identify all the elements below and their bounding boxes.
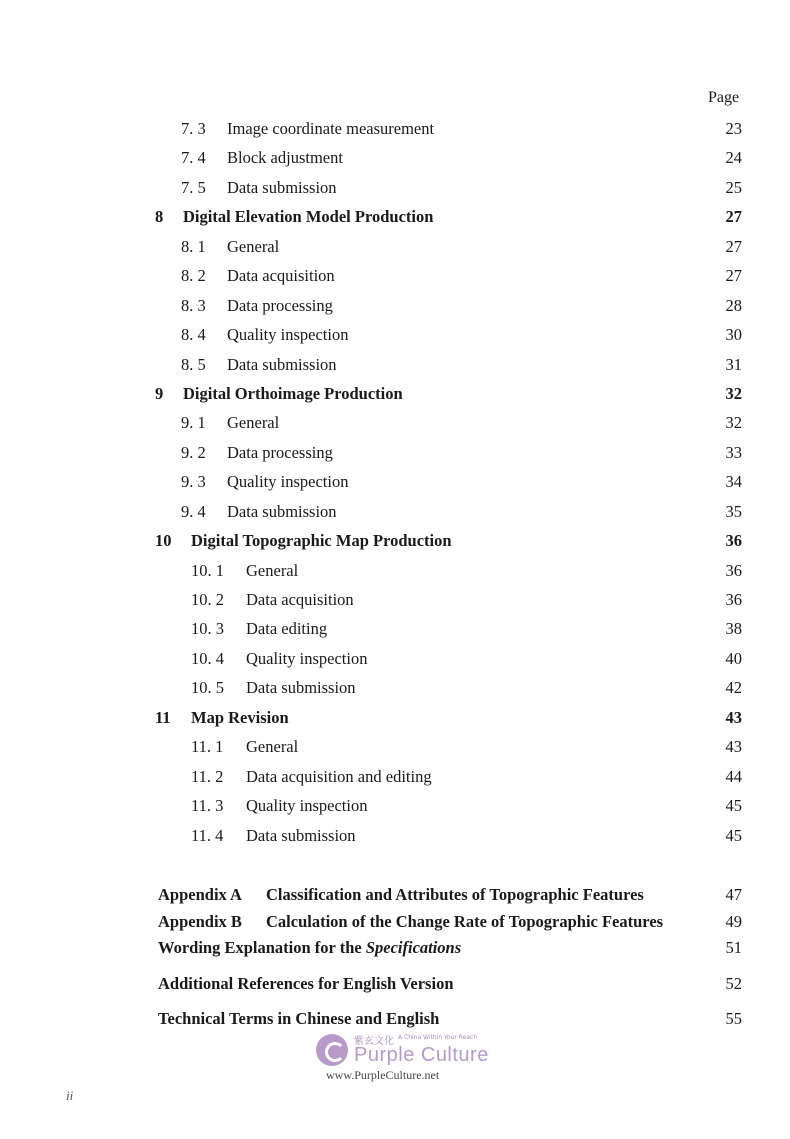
toc-page-number: 34 bbox=[725, 472, 742, 492]
toc-row bbox=[0, 202, 790, 231]
toc-title: Data submission bbox=[227, 501, 337, 521]
toc-row bbox=[0, 350, 790, 379]
toc-row bbox=[0, 408, 790, 437]
toc-title: General bbox=[246, 737, 299, 757]
toc-page-number: 36 bbox=[725, 560, 742, 580]
toc-page-number: 27 bbox=[725, 266, 742, 286]
additional-references-entry bbox=[158, 974, 742, 994]
toc-title: Image coordinate measurement bbox=[227, 119, 435, 138]
toc-title: Data submission bbox=[227, 177, 337, 197]
wording-explanation-title: Wording Explanation for the bbox=[158, 938, 366, 957]
toc-number: 8. 4 bbox=[181, 325, 206, 345]
additional-references-page: 52 bbox=[725, 974, 742, 993]
toc-number: 9. 4 bbox=[181, 501, 206, 521]
toc-number: 11. 1 bbox=[191, 737, 224, 757]
toc-page-number: 31 bbox=[725, 354, 742, 374]
toc-number: 8 bbox=[155, 207, 164, 227]
toc-row bbox=[0, 585, 790, 614]
table-of-contents bbox=[0, 114, 790, 850]
toc-page-number: 32 bbox=[725, 413, 742, 433]
toc-number: 10. 5 bbox=[191, 678, 224, 698]
toc-page-number: 23 bbox=[725, 119, 742, 138]
toc-row bbox=[0, 556, 790, 585]
toc-row bbox=[0, 467, 790, 496]
toc-page-number: 45 bbox=[725, 796, 742, 816]
toc-number: 11 bbox=[155, 707, 171, 727]
toc-number: 8. 1 bbox=[181, 236, 206, 256]
appendix-b-title: Calculation of the Change Rate of Topographic Features bbox=[266, 912, 664, 931]
toc-page-number: 38 bbox=[725, 619, 742, 639]
toc-number: 10. 1 bbox=[191, 560, 224, 580]
toc-page-number: 24 bbox=[725, 148, 742, 168]
toc-title: Data submission bbox=[227, 354, 337, 374]
toc-number: 10. 4 bbox=[191, 648, 224, 668]
toc-row bbox=[0, 497, 790, 526]
toc-number: 10. 3 bbox=[191, 619, 224, 639]
toc-row bbox=[0, 791, 790, 820]
toc-title: Quality inspection bbox=[246, 648, 368, 668]
toc-row bbox=[0, 143, 790, 172]
toc-row bbox=[0, 379, 790, 408]
technical-terms-entry bbox=[158, 1009, 742, 1029]
toc-row bbox=[0, 291, 790, 320]
toc-row bbox=[0, 762, 790, 791]
toc-number: 8. 5 bbox=[181, 354, 206, 374]
toc-number: 8. 3 bbox=[181, 295, 206, 315]
toc-page-number: 45 bbox=[725, 825, 742, 845]
toc-title: Quality inspection bbox=[246, 796, 368, 816]
toc-row bbox=[0, 232, 790, 261]
watermark-brand: Purple Culture bbox=[354, 1044, 489, 1066]
toc-number: 7. 4 bbox=[181, 148, 206, 168]
purple-culture-watermark bbox=[316, 1034, 496, 1084]
toc-row bbox=[0, 644, 790, 673]
additional-references-title: Additional References for English Version bbox=[158, 974, 454, 993]
toc-page-number: 25 bbox=[725, 177, 742, 197]
toc-title: Data acquisition and editing bbox=[246, 766, 432, 786]
toc-number: 11. 2 bbox=[191, 766, 224, 786]
toc-title: General bbox=[246, 560, 299, 580]
toc-row bbox=[0, 526, 790, 555]
toc-page-number: 42 bbox=[725, 678, 742, 698]
wording-explanation-entry bbox=[158, 938, 742, 958]
wording-explanation-page: 51 bbox=[725, 938, 742, 957]
toc-row bbox=[0, 438, 790, 467]
toc-number: 9. 3 bbox=[181, 472, 206, 492]
appendix-a-entry bbox=[158, 885, 742, 905]
toc-title: General bbox=[227, 413, 280, 433]
toc-page-number: 36 bbox=[725, 590, 742, 609]
page-column-label: Page bbox=[708, 89, 740, 106]
toc-row bbox=[0, 320, 790, 349]
appendix-a-page: 47 bbox=[725, 885, 742, 904]
toc-title: Digital Elevation Model Production bbox=[183, 207, 434, 227]
wording-explanation-italic: Specifications bbox=[365, 938, 462, 957]
toc-row bbox=[0, 173, 790, 202]
toc-page-number: 44 bbox=[725, 766, 742, 786]
technical-terms-title: Technical Terms in Chinese and English bbox=[158, 1009, 440, 1028]
toc-page-number: 27 bbox=[725, 207, 742, 227]
toc-page-number: 28 bbox=[725, 295, 742, 315]
toc-title: Data submission bbox=[246, 678, 356, 698]
watermark-url: www.PurpleCulture.net bbox=[326, 1068, 440, 1082]
toc-title: Data processing bbox=[227, 442, 333, 462]
toc-number: 7. 3 bbox=[181, 119, 206, 138]
toc-number: 11. 3 bbox=[191, 796, 224, 816]
toc-number: 11. 4 bbox=[191, 825, 224, 845]
toc-number: 7. 5 bbox=[181, 177, 206, 197]
toc-title: Block adjustment bbox=[227, 148, 343, 168]
page-folio: ii bbox=[66, 1088, 74, 1103]
toc-page-number: 27 bbox=[725, 236, 742, 256]
technical-terms-page: 55 bbox=[725, 1009, 742, 1028]
toc-page-number: 30 bbox=[725, 325, 742, 345]
toc-page-number: 43 bbox=[725, 737, 742, 757]
toc-row bbox=[0, 821, 790, 850]
toc-title: Quality inspection bbox=[227, 325, 349, 345]
toc-title: Data processing bbox=[227, 295, 333, 315]
toc-title: Data acquisition bbox=[227, 266, 335, 286]
toc-title: Data editing bbox=[246, 619, 328, 639]
toc-title: Map Revision bbox=[191, 707, 289, 727]
toc-page-number: 32 bbox=[725, 383, 742, 403]
toc-row bbox=[0, 114, 790, 143]
toc-number: 8. 2 bbox=[181, 266, 206, 286]
toc-page-number: 40 bbox=[725, 648, 742, 668]
toc-row bbox=[0, 614, 790, 643]
toc-title: General bbox=[227, 236, 280, 256]
toc-row bbox=[0, 703, 790, 732]
appendix-b-entry bbox=[158, 912, 742, 932]
appendix-a-label: Appendix A bbox=[158, 885, 242, 904]
toc-number: 9. 2 bbox=[181, 442, 206, 462]
toc-title: Data acquisition bbox=[246, 590, 354, 609]
appendix-a-title: Classification and Attributes of Topographic Features bbox=[266, 885, 644, 904]
toc-row bbox=[0, 732, 790, 761]
toc-page-number: 33 bbox=[725, 442, 742, 462]
appendix-b-label: Appendix B bbox=[158, 912, 242, 931]
toc-title: Data submission bbox=[246, 825, 356, 845]
appendix-b-page: 49 bbox=[725, 912, 742, 931]
toc-page-number: 43 bbox=[725, 707, 742, 727]
toc-number: 9. 1 bbox=[181, 413, 206, 433]
toc-number: 9 bbox=[155, 383, 164, 403]
purple-culture-logo-icon bbox=[316, 1034, 348, 1066]
toc-title: Quality inspection bbox=[227, 472, 349, 492]
toc-title: Digital Topographic Map Production bbox=[191, 531, 452, 551]
toc-number: 10. 2 bbox=[191, 590, 224, 609]
watermark-tagline: A China Within Your Reach bbox=[398, 1034, 478, 1041]
toc-title: Digital Orthoimage Production bbox=[183, 383, 403, 403]
toc-page-number: 35 bbox=[725, 501, 742, 521]
toc-row bbox=[0, 261, 790, 290]
toc-page-number: 36 bbox=[725, 531, 742, 551]
watermark-chinese-text: 紫玄文化 bbox=[354, 1036, 394, 1047]
toc-row bbox=[0, 673, 790, 702]
toc-number: 10 bbox=[155, 531, 172, 551]
